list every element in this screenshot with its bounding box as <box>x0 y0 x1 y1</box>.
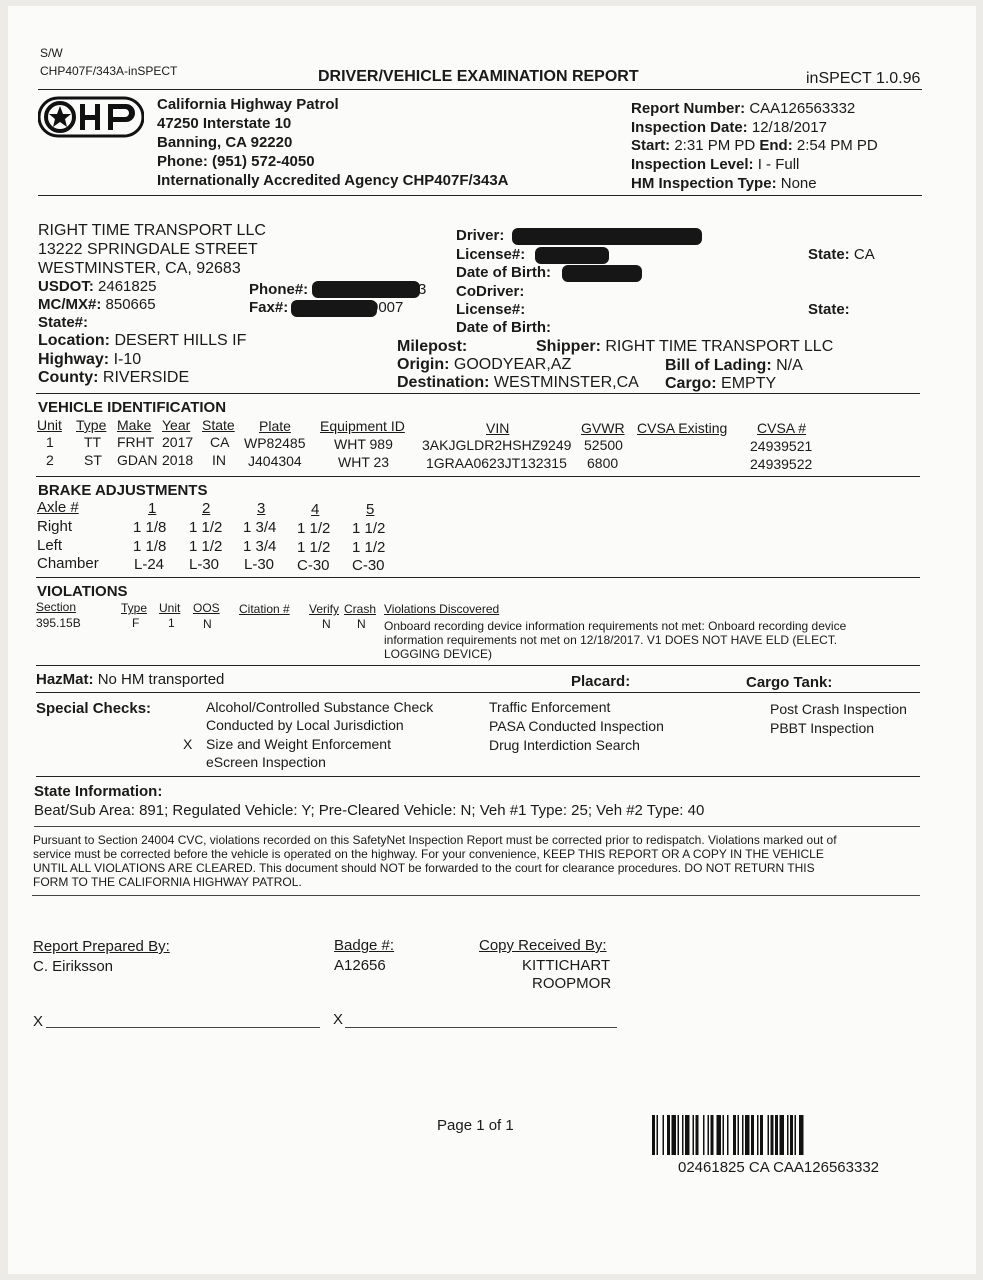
driver-state <box>808 246 875 263</box>
right-axle-4: 1 1/2 <box>297 520 331 537</box>
received-by-label: Copy Received By: <box>479 937 607 954</box>
carrier-city: WESTMINSTER, CA, 92683 <box>38 260 241 277</box>
notice-line-4: FORM TO THE CALIFORNIA HIGHWAY PATROL. <box>33 875 302 889</box>
left-axle-1: 1 1/8 <box>133 538 167 555</box>
agency-name: California Highway Patrol <box>157 96 339 113</box>
vehicle-1-year: 2017 <box>162 434 194 450</box>
dob-label: Date of Birth: <box>456 264 551 281</box>
destination-value: WESTMINSTER,CA <box>493 374 639 391</box>
vehicle-1-unit: 1 <box>46 434 54 450</box>
vehicle-2-type: ST <box>84 452 102 468</box>
usdot <box>38 278 156 295</box>
col-gvwr: GVWR <box>581 420 625 436</box>
highway-label: Highway: <box>38 351 110 368</box>
county <box>38 369 189 387</box>
received-by-name-1: KITTICHART <box>522 957 611 974</box>
mcmx <box>38 296 156 313</box>
version-label: inSPECT 1.0.96 <box>806 70 921 87</box>
violation-section: 395.15B <box>36 616 81 630</box>
driver-state-label: State: <box>808 246 850 263</box>
license-label: License#: <box>456 246 526 263</box>
col-unit: Unit <box>37 417 62 433</box>
vehicle-2-make: GDAN <box>117 452 158 468</box>
agency-divider <box>38 195 922 196</box>
received-by-name-2: ROOPMOR <box>532 975 612 992</box>
check-alcohol: Alcohol/Controlled Substance Check <box>206 699 434 715</box>
milepost-label: Milepost: <box>397 338 468 355</box>
col-verify: Verify <box>309 602 340 616</box>
driver-signature-x: X <box>333 1011 344 1028</box>
col-year: Year <box>162 417 191 433</box>
officer-signature-x: X <box>33 1013 44 1030</box>
state-info-label: State Information: <box>34 783 163 800</box>
start-end-time <box>631 137 878 154</box>
report-number-value: CAA126563332 <box>749 100 856 117</box>
usdot-value: 2461825 <box>98 278 157 295</box>
vehicle-1-state: CA <box>210 434 230 450</box>
left-axle-3: 1 3/4 <box>243 538 277 555</box>
violation-crash: N <box>357 617 366 631</box>
location-label: Location: <box>38 332 110 349</box>
agency-accreditation: Internationally Accredited Agency CHP407F/343A <box>157 172 509 189</box>
checks-divider <box>36 776 920 777</box>
check-traffic: Traffic Enforcement <box>489 699 611 715</box>
col-viol-unit: Unit <box>159 601 181 615</box>
chp-logo-icon <box>38 96 144 138</box>
codriver-license-label: License#: <box>456 301 526 318</box>
cargo-tank-label: Cargo Tank: <box>746 674 833 691</box>
vehicle-2-unit: 2 <box>46 452 54 468</box>
inspection-level <box>631 156 799 173</box>
end-value: 2:54 PM PD <box>796 137 878 154</box>
fax-label: Fax#: <box>249 299 289 316</box>
shipper <box>536 338 833 356</box>
left-axle-4: 1 1/2 <box>297 539 331 556</box>
inspection-level-value: I - Full <box>757 156 800 173</box>
check-drug: Drug Interdiction Search <box>489 737 640 753</box>
brake-heading: BRAKE ADJUSTMENTS <box>38 482 208 499</box>
destination-label: Destination: <box>397 374 490 391</box>
vehicle-1-plate: WP82485 <box>244 435 306 451</box>
badge-label: Badge #: <box>334 937 395 954</box>
axle-5: 5 <box>366 501 375 518</box>
hm-inspection-label: HM Inspection Type: <box>631 175 777 192</box>
check-escreen: eScreen Inspection <box>206 754 326 770</box>
badge-number: A12656 <box>334 957 386 974</box>
location-value: DESERT HILLS IF <box>114 332 247 349</box>
state-info-text: Beat/Sub Area: 891; Regulated Vehicle: Y; Pre-Cleared Vehicle: N; Veh #1 Type: 25; Veh #2 Type: 40 <box>34 802 705 819</box>
origin-label: Origin: <box>397 356 450 373</box>
hazmat <box>36 671 224 688</box>
carrier-state-label: State#: <box>38 314 89 331</box>
form-code: CHP407F/343A-inSPECT <box>40 64 178 78</box>
violation-oos: N <box>203 617 212 631</box>
end-label: End: <box>759 137 793 154</box>
violations-divider <box>36 665 920 666</box>
page-number: Page 1 of 1 <box>437 1117 514 1134</box>
cargo-label: Cargo: <box>665 375 717 392</box>
hazmat-divider <box>36 692 920 693</box>
highway <box>38 351 141 369</box>
county-label: County: <box>38 369 99 386</box>
left-axle-5: 1 1/2 <box>352 539 386 556</box>
inspection-date-value: 12/18/2017 <box>751 119 827 136</box>
axle-label: Axle # <box>37 499 79 516</box>
report-title: DRIVER/VEHICLE EXAMINATION REPORT <box>318 68 639 85</box>
hm-inspection-type <box>631 175 817 192</box>
mcmx-value: 850665 <box>105 296 156 313</box>
hazmat-label: HazMat: <box>36 671 94 688</box>
inspection-date <box>631 119 827 136</box>
prepared-by-name: C. Eiriksson <box>33 958 114 975</box>
phone-label: Phone#: <box>249 281 309 298</box>
col-vin: VIN <box>486 420 510 436</box>
origin-value: GOODYEAR,AZ <box>453 356 572 373</box>
bill-of-lading <box>665 357 803 375</box>
vehicle-2-state: IN <box>212 452 226 468</box>
start-label: Start: <box>631 137 671 154</box>
col-cvsa-number: CVSA # <box>757 420 807 436</box>
vehicle-id-heading: VEHICLE IDENTIFICATION <box>38 399 227 416</box>
check-pasa: PASA Conducted Inspection <box>489 718 664 734</box>
axle-4: 4 <box>311 501 320 518</box>
check-post-crash: Post Crash Inspection <box>770 701 907 717</box>
col-citation: Citation # <box>239 602 290 616</box>
left-label: Left <box>37 537 63 554</box>
redacted-driver-name <box>512 228 702 245</box>
axle-2: 2 <box>202 500 211 517</box>
violations-heading: VIOLATIONS <box>37 583 128 600</box>
cargo <box>665 375 776 393</box>
barcode-text: 02461825 CA CAA126563332 <box>678 1159 880 1176</box>
usdot-label: USDOT: <box>38 278 94 295</box>
hm-inspection-value: None <box>780 175 817 192</box>
prepared-by-label: Report Prepared By: <box>33 938 170 955</box>
hazmat-value: No HM transported <box>97 671 225 688</box>
form-code-top: S/W <box>40 46 63 60</box>
col-state: State <box>202 417 235 433</box>
inspection-date-label: Inspection Date: <box>631 119 748 136</box>
vehicle-1-vin: 3AKJGLDR2HSHZ9249 <box>422 437 572 453</box>
violation-verify: N <box>322 617 331 631</box>
phone-tail: 3 <box>418 281 427 298</box>
chamber-axle-2: L-30 <box>189 556 220 573</box>
axle-3: 3 <box>257 500 266 517</box>
bol-value: N/A <box>776 357 803 374</box>
cargo-value: EMPTY <box>721 375 777 392</box>
brake-divider <box>36 577 920 578</box>
placard-label: Placard: <box>571 673 631 690</box>
vehicle-1-gvwr: 52500 <box>584 437 623 453</box>
violation-description: Onboard recording device information requirements not met: Onboard recording device information requirements not met on 12/18/2017. V1 DOES NOT HAVE ELD (ELECT. LOGGING DEVICE) <box>384 619 847 661</box>
location <box>38 332 246 350</box>
agency-address2: Banning, CA 92220 <box>157 134 293 151</box>
inspection-level-label: Inspection Level: <box>631 156 754 173</box>
vehicle-2-vin: 1GRAA0623JT132315 <box>426 455 567 471</box>
chamber-axle-4: C-30 <box>297 557 330 574</box>
chamber-axle-1: L-24 <box>134 556 165 573</box>
report-number-label: Report Number: <box>631 100 746 117</box>
header-divider <box>38 89 922 90</box>
chamber-label: Chamber <box>37 555 99 572</box>
codriver-label: CoDriver: <box>456 283 525 300</box>
check-pbbt: PBBT Inspection <box>770 720 875 736</box>
vehicle-2-cvsa: 24939522 <box>750 456 813 472</box>
origin <box>397 356 571 374</box>
vehicle-divider <box>36 476 920 477</box>
col-cvsa-existing: CVSA Existing <box>637 420 728 436</box>
carrier-street: 13222 SPRINGDALE STREET <box>38 241 258 258</box>
violation-unit: 1 <box>168 616 175 630</box>
driver-state-value: CA <box>853 246 875 263</box>
col-type: Type <box>76 417 107 433</box>
right-axle-5: 1 1/2 <box>352 520 386 537</box>
redacted-license <box>535 247 609 264</box>
check-size-weight: Size and Weight Enforcement <box>206 736 391 752</box>
highway-value: I-10 <box>113 351 142 368</box>
col-plate: Plate <box>259 418 291 434</box>
right-label: Right <box>37 518 73 535</box>
bol-label: Bill of Lading: <box>665 357 772 374</box>
notice-divider <box>32 895 920 896</box>
vehicle-2-equipment: WHT 23 <box>338 454 390 470</box>
shipper-label: Shipper: <box>536 338 601 355</box>
axle-1: 1 <box>148 500 157 517</box>
check-mark-size-weight: X <box>183 736 193 752</box>
county-value: RIVERSIDE <box>102 369 190 386</box>
notice-line-3: UNTIL ALL VIOLATIONS ARE CLEARED. This document should NOT be forwarded to the court for clearance procedures. DO NOT RETURN THIS <box>33 861 815 875</box>
start-value: 2:31 PM PD <box>674 137 756 154</box>
chamber-axle-5: C-30 <box>352 557 385 574</box>
fax-tail: -0007 <box>365 299 404 316</box>
vehicle-1-cvsa: 24939521 <box>750 438 813 454</box>
right-axle-3: 1 3/4 <box>243 519 277 536</box>
vehicle-1-type: TT <box>84 434 102 450</box>
col-equipment-id: Equipment ID <box>320 418 405 434</box>
driver-label: Driver: <box>456 227 505 244</box>
vehicle-2-gvwr: 6800 <box>587 455 619 471</box>
right-axle-1: 1 1/8 <box>133 519 167 536</box>
codriver-dob-label: Date of Birth: <box>456 319 551 336</box>
report-number <box>631 100 855 117</box>
right-axle-2: 1 1/2 <box>189 519 223 536</box>
col-violations-discovered: Violations Discovered <box>384 602 500 616</box>
mcmx-label: MC/MX#: <box>38 296 102 313</box>
col-oos: OOS <box>193 601 220 615</box>
agency-address1: 47250 Interstate 10 <box>157 115 292 132</box>
vehicle-2-year: 2018 <box>162 452 194 468</box>
redacted-dob <box>562 265 642 282</box>
col-make: Make <box>117 417 152 433</box>
left-axle-2: 1 1/2 <box>189 538 223 555</box>
carrier-name: RIGHT TIME TRANSPORT LLC <box>38 222 266 239</box>
notice-line-1: Pursuant to Section 24004 CVC, violations recorded on this SafetyNet Inspection Report must be corrected prior to redispatch. Violations marked out of <box>33 833 837 847</box>
col-crash: Crash <box>344 602 377 616</box>
col-section: Section <box>36 600 77 614</box>
vehicle-1-equipment: WHT 989 <box>334 436 393 452</box>
col-viol-type: Type <box>121 601 148 615</box>
state-info-divider <box>34 826 920 827</box>
destination <box>397 374 639 392</box>
violation-type: F <box>132 616 140 630</box>
check-local-jurisdiction: Conducted by Local Jurisdiction <box>206 717 404 733</box>
notice-line-2: service must be corrected before the vehicle is operated on the highway. For your convenience, KEEP THIS REPORT OR A COPY IN THE VEHICLE <box>33 847 824 861</box>
special-checks-label: Special Checks: <box>36 700 152 717</box>
location-divider <box>36 393 920 394</box>
chamber-axle-3: L-30 <box>244 556 275 573</box>
vehicle-1-make: FRHT <box>117 434 155 450</box>
driver-signature-line <box>345 1027 617 1028</box>
redacted-phone <box>312 281 420 298</box>
barcode-icon <box>652 1115 900 1155</box>
officer-signature-line <box>46 1027 320 1028</box>
codriver-state-label: State: <box>808 301 850 318</box>
shipper-value: RIGHT TIME TRANSPORT LLC <box>605 338 834 355</box>
agency-phone: Phone: (951) 572-4050 <box>157 153 315 170</box>
vehicle-2-plate: J404304 <box>248 453 302 469</box>
